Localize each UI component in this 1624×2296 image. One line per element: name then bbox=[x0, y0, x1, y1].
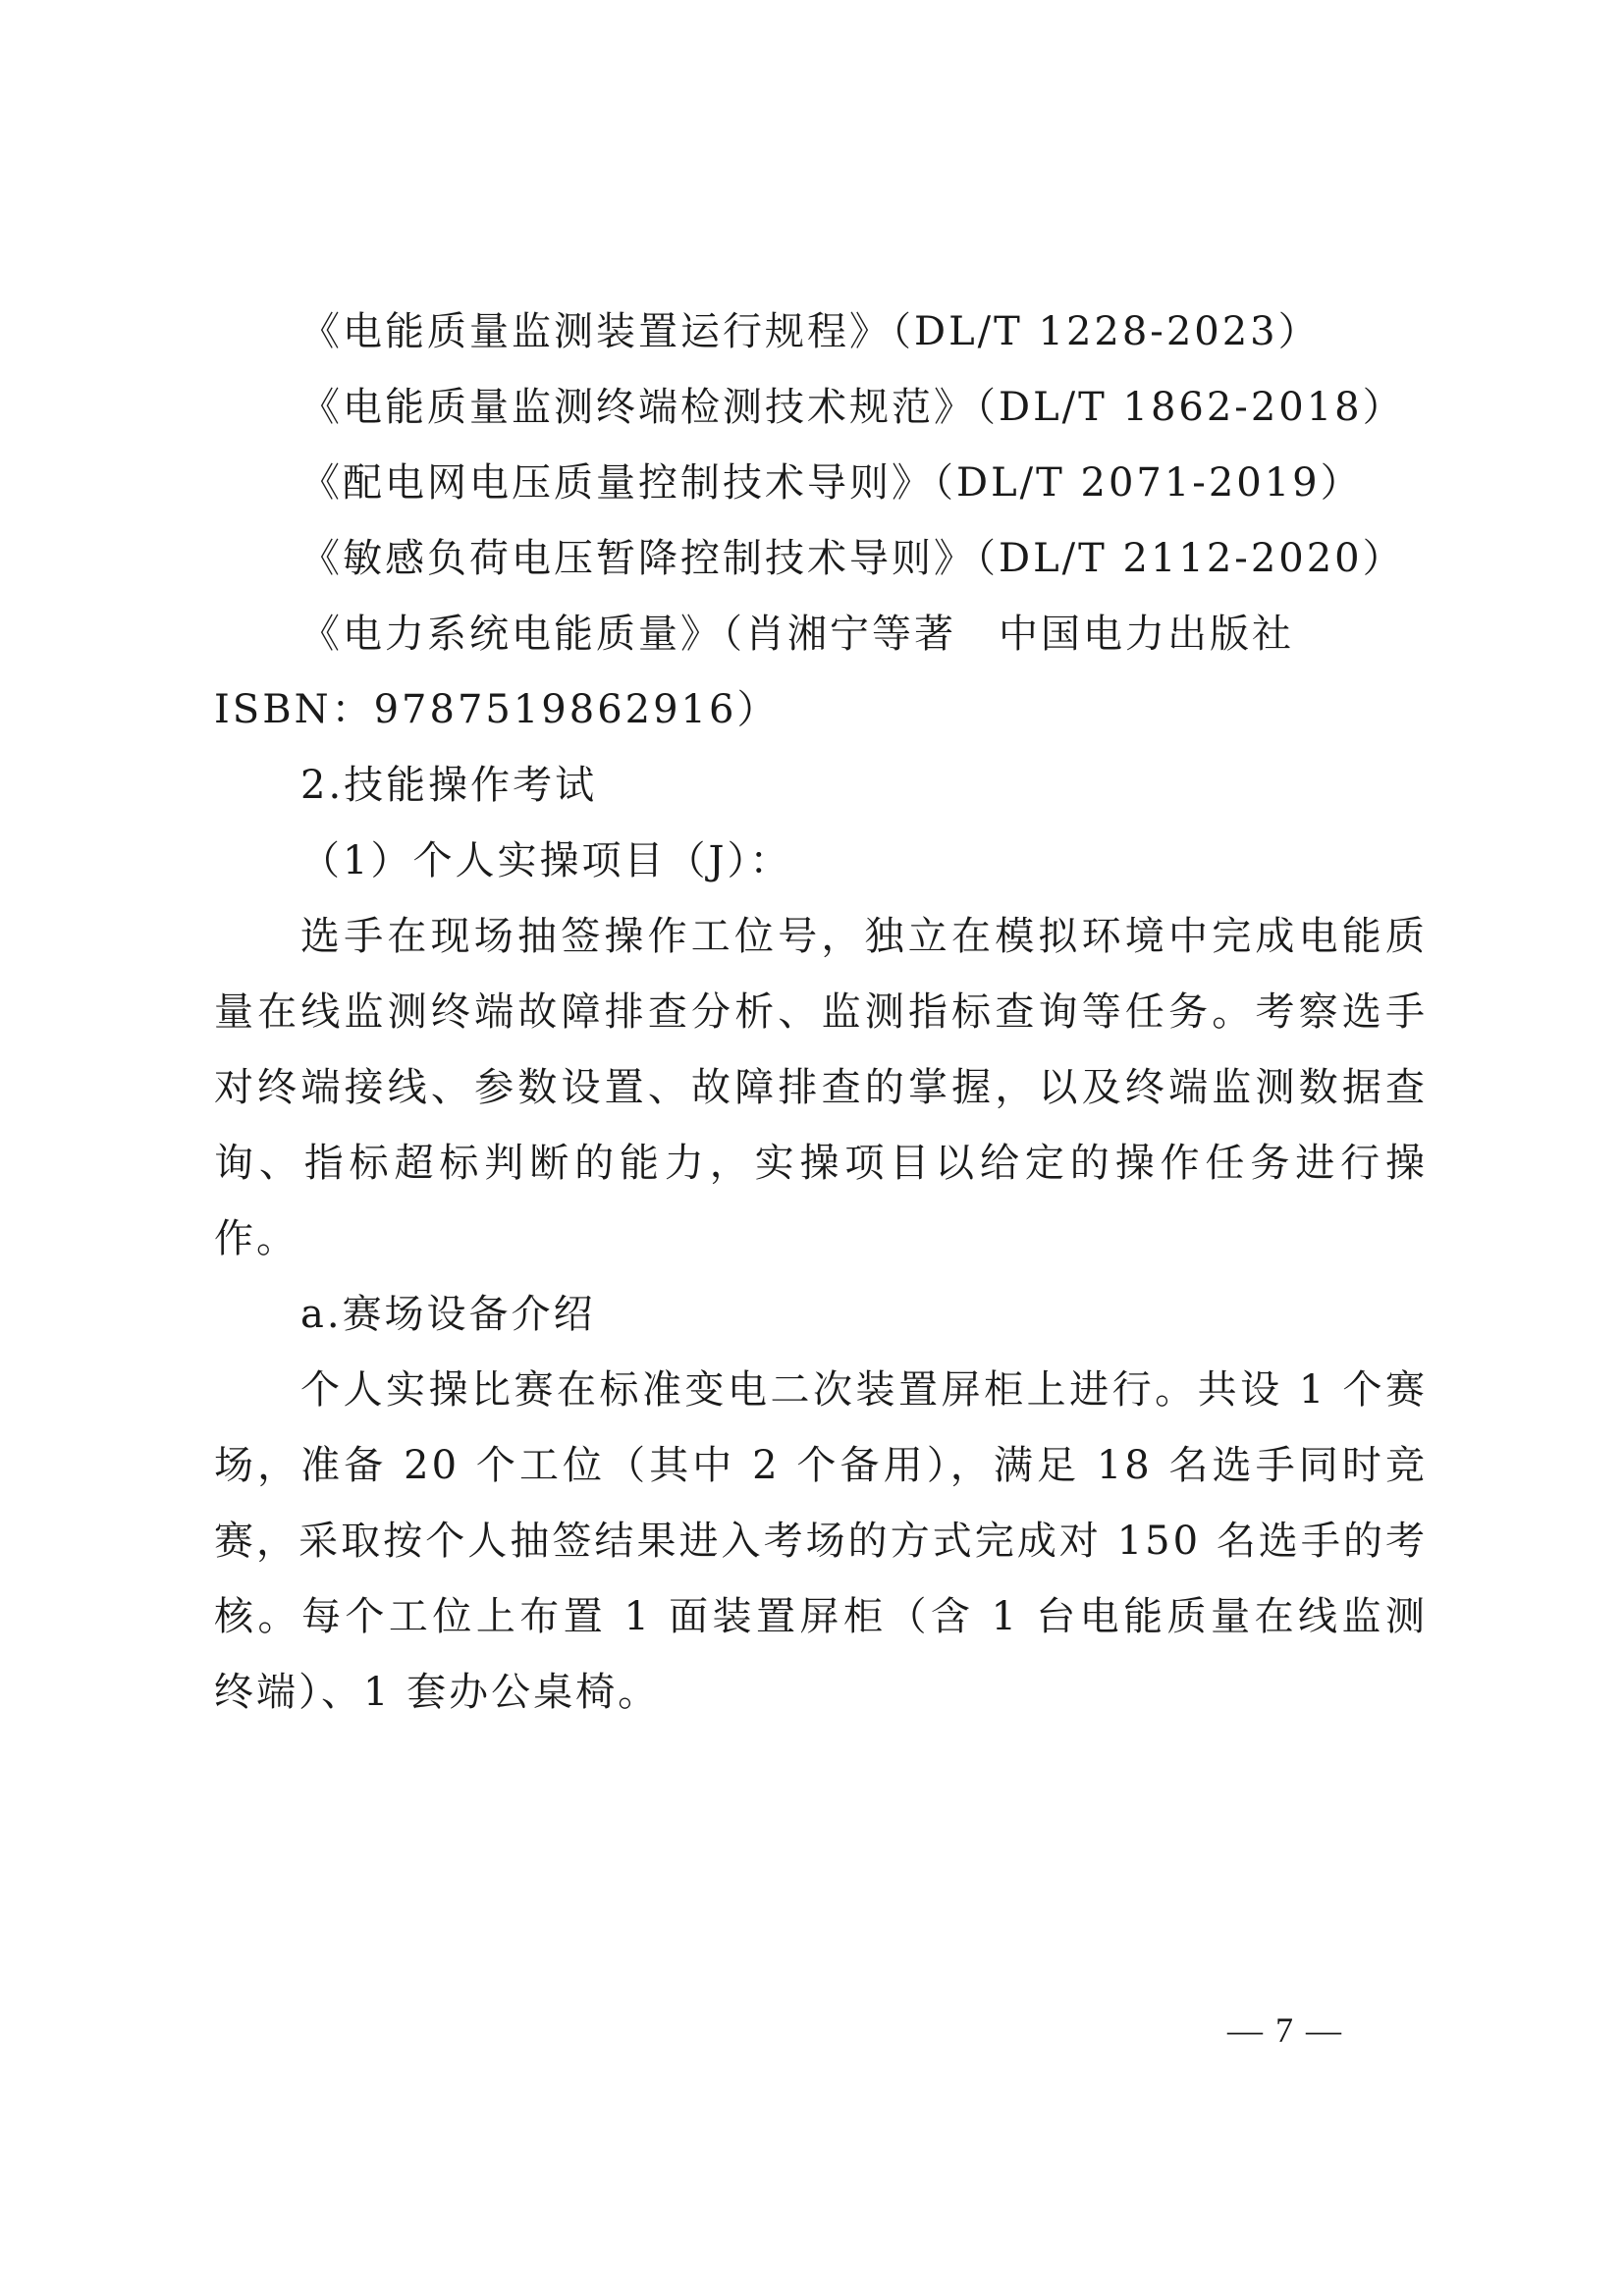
document-body bbox=[214, 294, 1428, 1731]
book-reference-line-2: ISBN：9787519862916） bbox=[214, 687, 780, 732]
equipment-heading: a.赛场设备介绍 bbox=[300, 1292, 596, 1337]
equipment-description-paragraph: 个人实操比赛在标准变电二次装置屏柜上进行。共设 1 个赛场，准备 20 个工位（其中 2 个备用），满足 18 名选手同时竞赛，采取按个人抽签结果进入考场的方式完成对 150 名选手的考核。每个工位上布置 1 面装置屏柜（含 1 台电能质量在线监测终端）、1 套办公桌椅。 bbox=[214, 1367, 1428, 1715]
reference-item: 《电能质量监测装置运行规程》（DL/T 1228-2023） bbox=[300, 309, 1321, 354]
reference-item: 《配电网电压质量控制技术导则》（DL/T 2071-2019） bbox=[300, 460, 1363, 506]
reference-item: 《敏感负荷电压暂降控制技术导则》（DL/T 2112-2020） bbox=[300, 536, 1405, 581]
subsection-heading: （1）个人实操项目（J）： bbox=[300, 838, 792, 883]
page-number: — 7 — bbox=[1227, 2010, 1343, 2050]
reference-item: 《电能质量监测终端检测技术规范》（DL/T 1862-2018） bbox=[300, 385, 1405, 430]
task-description-paragraph: 选手在现场抽签操作工位号，独立在模拟环境中完成电能质量在线监测终端故障排查分析、监测指标查询等任务。考察选手对终端接线、参数设置、故障排查的掌握，以及终端监测数据查询、指标超标判断的能力，实操项目以给定的操作任务进行操作。 bbox=[214, 914, 1428, 1261]
section-heading: 2.技能操作考试 bbox=[300, 763, 598, 808]
book-reference-line-1: 《电力系统电能质量》（肖湘宁等著 中国电力出版社 bbox=[300, 612, 1294, 657]
